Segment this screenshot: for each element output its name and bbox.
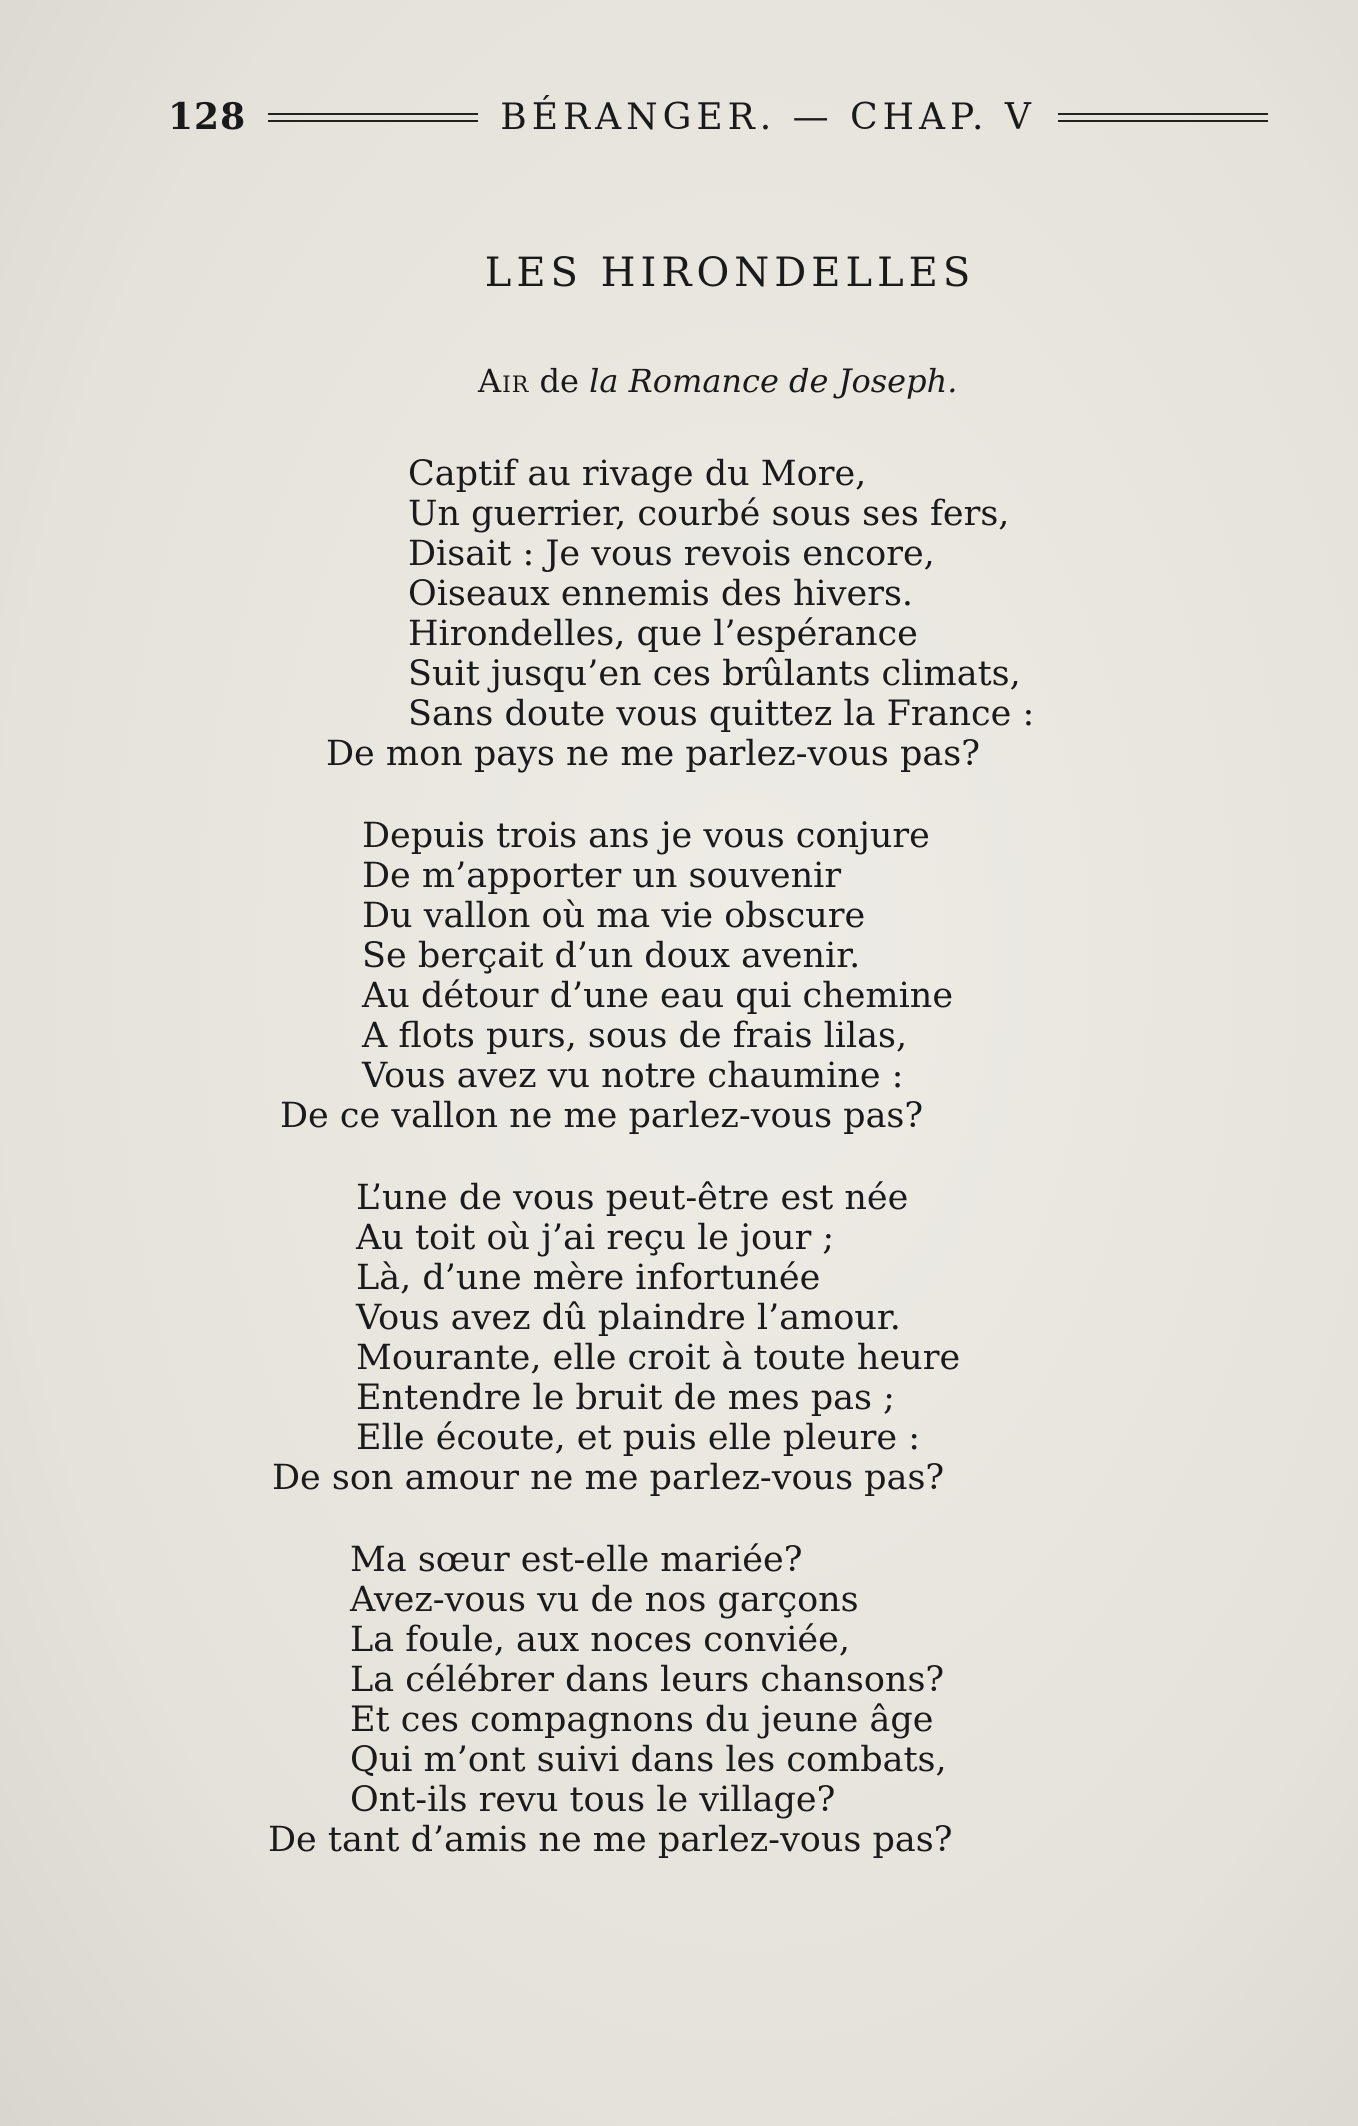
stanza-1 [326, 454, 1062, 774]
stanza-line: Et ces compagnons du jeune âge [350, 1700, 934, 1740]
stanza-line: Elle écoute, et puis elle pleure : [356, 1418, 921, 1458]
stanza-line: La célébrer dans leurs chansons? [350, 1660, 945, 1700]
stanza-line: Captif au rivage du More, [408, 454, 867, 494]
stanza-line: Disait : Je vous revois encore, [408, 534, 935, 574]
stanza-line: Qui m’ont suivi dans les combats, [350, 1740, 947, 1780]
stanza-refrain: De son amour ne me parlez-vous pas? [272, 1458, 945, 1498]
page-number: 128 [168, 96, 247, 138]
stanza-line: Ont-ils revu tous le village? [350, 1780, 836, 1820]
stanza-line: Du vallon où ma vie obscure [362, 896, 866, 936]
epigraph-air: Air [478, 362, 530, 400]
stanza-line: Hirondelles, que l’espérance [408, 614, 918, 654]
stanza-line: Avez-vous vu de nos garçons [350, 1580, 859, 1620]
stanza-line: L’une de vous peut-être est née [356, 1178, 909, 1218]
epigraph-source: la Romance de Joseph. [589, 362, 958, 400]
page-header [168, 92, 1290, 142]
poem-title: LES HIRONDELLES [484, 250, 976, 296]
stanza-line: Là, d’une mère infortunée [356, 1258, 821, 1298]
stanza-line: De m’apporter un souvenir [362, 856, 842, 896]
stanza-line: Mourante, elle croit à toute heure [356, 1338, 961, 1378]
stanza-line: A flots purs, sous de frais lilas, [362, 1016, 908, 1056]
header-rule-left [268, 113, 478, 122]
stanza-line: Un guerrier, courbé sous ses fers, [408, 494, 1010, 534]
stanza-2 [280, 816, 1005, 1136]
stanza-line: Oiseaux ennemis des hivers. [408, 574, 914, 614]
stanza-refrain: De tant d’amis ne me parlez-vous pas? [268, 1820, 953, 1860]
stanza-line: Au détour d’une eau qui chemine [362, 976, 954, 1016]
stanza-3 [272, 1178, 1028, 1498]
stanza-4 [268, 1540, 1034, 1860]
epigraph-de: de [539, 362, 579, 400]
stanza-line: Vous avez vu notre chaumine : [362, 1056, 904, 1096]
stanza-line: Vous avez dû plaindre l’amour. [356, 1298, 901, 1338]
stanza-refrain: De ce vallon ne me parlez-vous pas? [280, 1096, 924, 1136]
stanza-line: Ma sœur est-elle mariée? [350, 1540, 803, 1580]
stanza-line: Suit jusqu’en ces brûlants climats, [408, 654, 1021, 694]
stanza-refrain: De mon pays ne me parlez-vous pas? [326, 734, 981, 774]
poem-epigraph [478, 362, 957, 400]
stanza-line: Se berçait d’un doux avenir. [362, 936, 861, 976]
running-head: BÉRANGER. — CHAP. V [500, 96, 1036, 138]
stanza-line: Depuis trois ans je vous conjure [362, 816, 930, 856]
stanza-line: La foule, aux noces conviée, [350, 1620, 850, 1660]
stanza-line: Sans doute vous quittez la France : [408, 694, 1035, 734]
stanza-line: Au toit où j’ai reçu le jour ; [356, 1218, 835, 1258]
stanza-line: Entendre le bruit de mes pas ; [356, 1378, 895, 1418]
header-rule-right [1058, 113, 1268, 122]
